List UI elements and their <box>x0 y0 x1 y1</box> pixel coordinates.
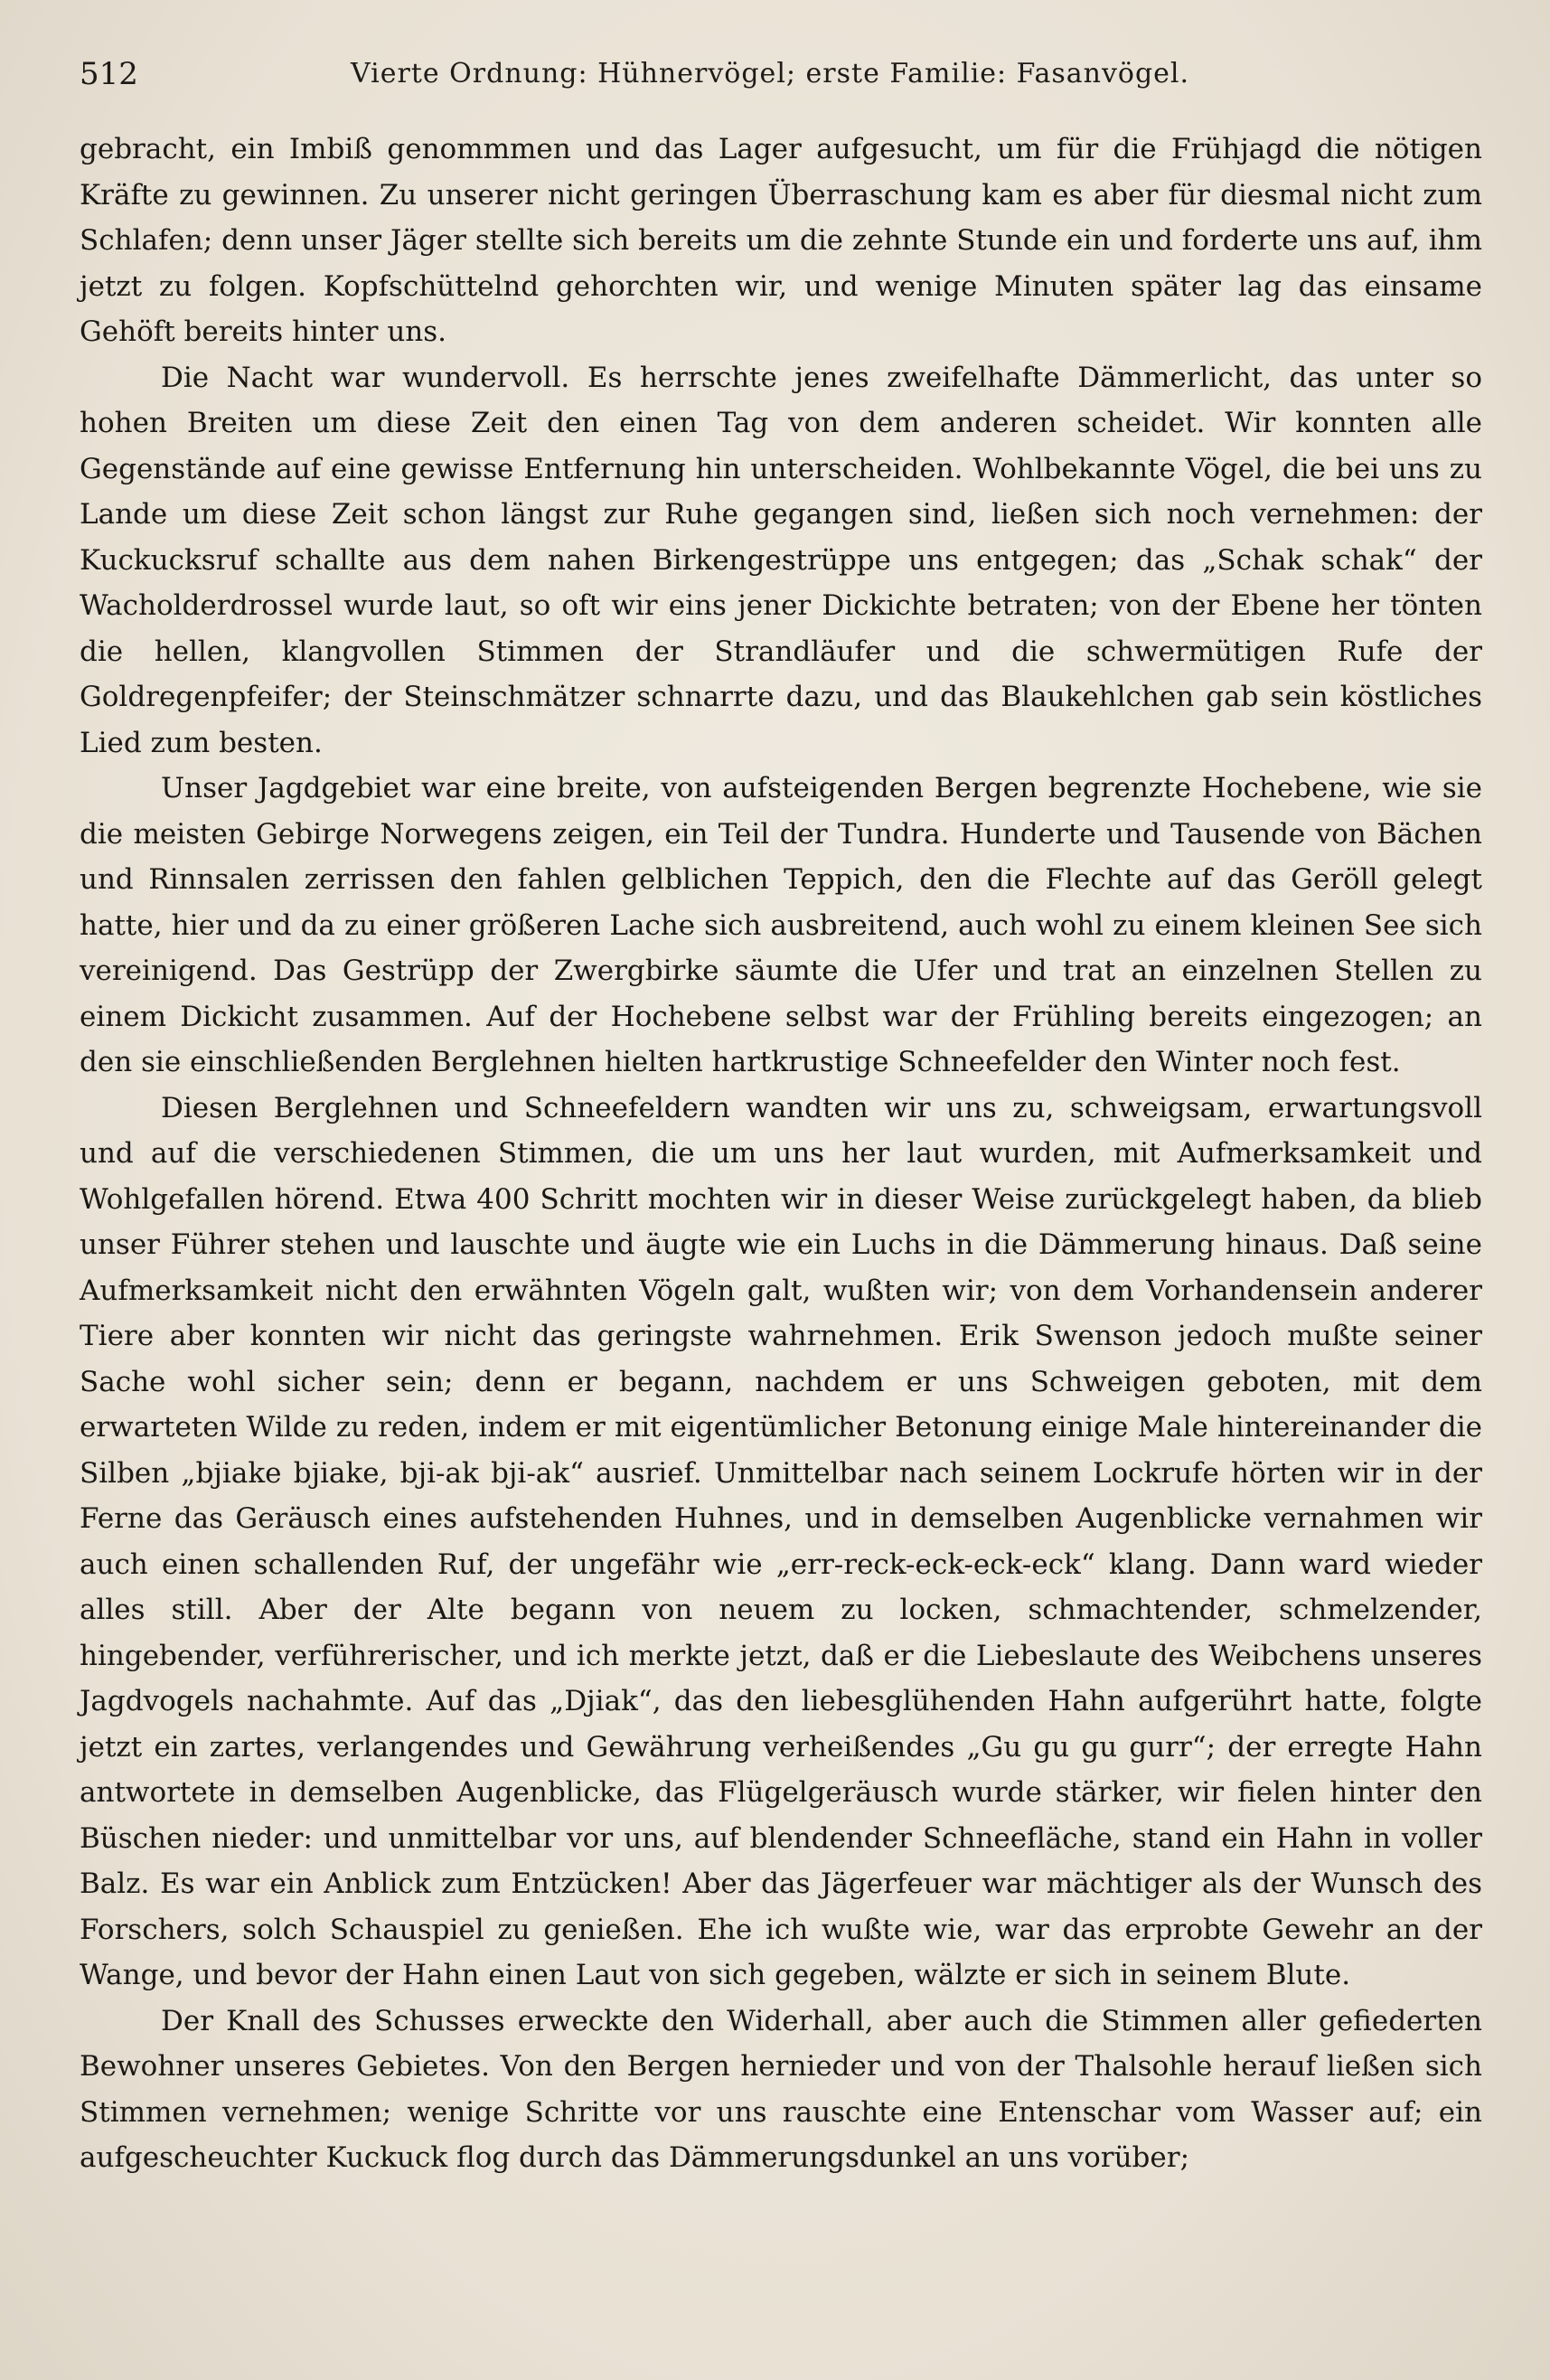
paragraph-5: Der Knall des Schusses erweckte den Widerhall, aber auch die Stimmen aller gefiederten Bewohner unseres Gebietes. Von den Bergen hernieder und von der Thalsohle herauf ließen sich Stimmen vernehmen; wenige Schritte vor uns rauschte eine Entenschar vom Wasser auf; ein aufgescheuchter Kuckuck flog durch das Dämmerungsdunkel an uns vorüber; <box>80 2004 1482 2174</box>
paragraph-2: Die Nacht war wundervoll. Es herrschte jenes zweifelhafte Dämmerlicht, das unter so hohen Breiten um diese Zeit den einen Tag von dem anderen scheidet. Wir konnten alle Gegenstände auf eine gewisse Entfernung hin unterscheiden. Wohlbekannte Vögel, die bei uns zu Lande um diese Zeit schon längst zur Ruhe gegangen sind, ließen sich noch vernehmen: der Kuckucksruf schallte aus dem nahen Birkengestrüppe uns entgegen; das „Schak schak“ der Wacholderdrossel wurde laut, so oft wir eins jener Dickichte betraten; von der Ebene her tönten die hellen, klangvollen Stimmen der Strandläufer und die schwermütigen Rufe der Goldregenpfeifer; der Steinschmätzer schnarrte dazu, und das Blaukehlchen gab sein köstliches Lied zum besten. <box>80 361 1482 759</box>
body-text <box>80 127 1482 2181</box>
page-header <box>80 54 1489 99</box>
paragraph-1: gebracht, ein Imbiß genommmen und das Lager aufgesucht, um für die Frühjagd die nötigen Kräfte zu gewinnen. Zu unserer nicht geringen Überraschung kam es aber für diesmal nicht zum Schlafen; denn unser Jäger stellte sich bereits um die zehnte Stunde ein und forderte uns auf, ihm jetzt zu folgen. Kopfschüttelnd gehorchten wir, und wenige Minuten später lag das einsame Gehöft bereits hinter uns. <box>80 133 1482 348</box>
paragraph-3: Unser Jagdgebiet war eine breite, von aufsteigenden Bergen begrenzte Hochebene, wie sie die meisten Gebirge Norwegens zeigen, ein Teil der Tundra. Hunderte und Tausende von Bächen und Rinnsalen zerrissen den fahlen gelblichen Teppich, den die Flechte auf das Geröll gelegt hatte, hier und da zu einer größeren Lache sich ausbreitend, auch wohl zu einem kleinen See sich vereinigend. Das Gestrüpp der Zwergbirke säumte die Ufer und trat an einzelnen Stellen zu einem Dickicht zusammen. Auf der Hochebene selbst war der Frühling bereits eingezogen; an den sie einschließenden Berglehnen hielten hartkrustige Schneefelder den Winter noch fest. <box>80 772 1482 1078</box>
running-head: Vierte Ordnung: Hühnervögel; erste Familie: Fasanvögel. <box>351 58 1190 89</box>
paragraph-4: Diesen Berglehnen und Schneefeldern wandten wir uns zu, schweigsam, erwartungsvoll und auf die verschiedenen Stimmen, die um uns her laut wurden, mit Aufmerksamkeit und Wohlgefallen hörend. Etwa 400 Schritt mochten wir in dieser Weise zurückgelegt haben, da blieb unser Führer stehen und lauschte und äugte wie ein Luchs in die Dämmerung hinaus. Daß seine Aufmerksamkeit nicht den erwähnten Vögeln galt, wußten wir; von dem Vorhandensein anderer Tiere aber konnten wir nicht das geringste wahrnehmen. Erik Swenson jedoch mußte seiner Sache wohl sicher sein; denn er begann, nachdem er uns Schweigen geboten, mit dem erwarteten Wilde zu reden, indem er mit eigentümlicher Betonung einige Male hintereinander die Silben „bjiake bjiake, bji-ak bji-ak“ ausrief. Unmittelbar nach seinem Lockrufe hörten wir in der Ferne das Geräusch eines aufstehenden Huhnes, und in demselben Augenblicke vernahmen wir auch einen schallenden Ruf, der ungefähr wie „err-reck-eck-eck-eck“ klang. Dann ward wieder alles still. Aber der Alte begann von neuem zu locken, schmachtender, schmelzender, hingebender, verführerischer, und ich merkte jetzt, daß er die Liebeslaute des Weibchens unseres Jagdvogels nachahmte. Auf das „Djiak“, das den liebesglühenden Hahn aufgerührt hatte, folgte jetzt ein zartes, verlangendes und Gewährung verheißendes „Gu gu gu gurr“; der erregte Hahn antwortete in demselben Augenblicke, das Flügelgeräusch wurde stärker, wir fielen hinter den Büschen nieder: und unmittelbar vor uns, auf blendender Schneefläche, stand ein Hahn in voller Balz. Es war ein Anblick zum Entzücken! Aber das Jägerfeuer war mächtiger als der Wunsch des Forschers, solch Schauspiel zu genießen. Ehe ich wußte wie, war das erprobte Gewehr an der Wange, und bevor der Hahn einen Laut von sich gegeben, wälzte er sich in seinem Blute. <box>80 1091 1482 1991</box>
page-number: 512 <box>80 56 138 92</box>
